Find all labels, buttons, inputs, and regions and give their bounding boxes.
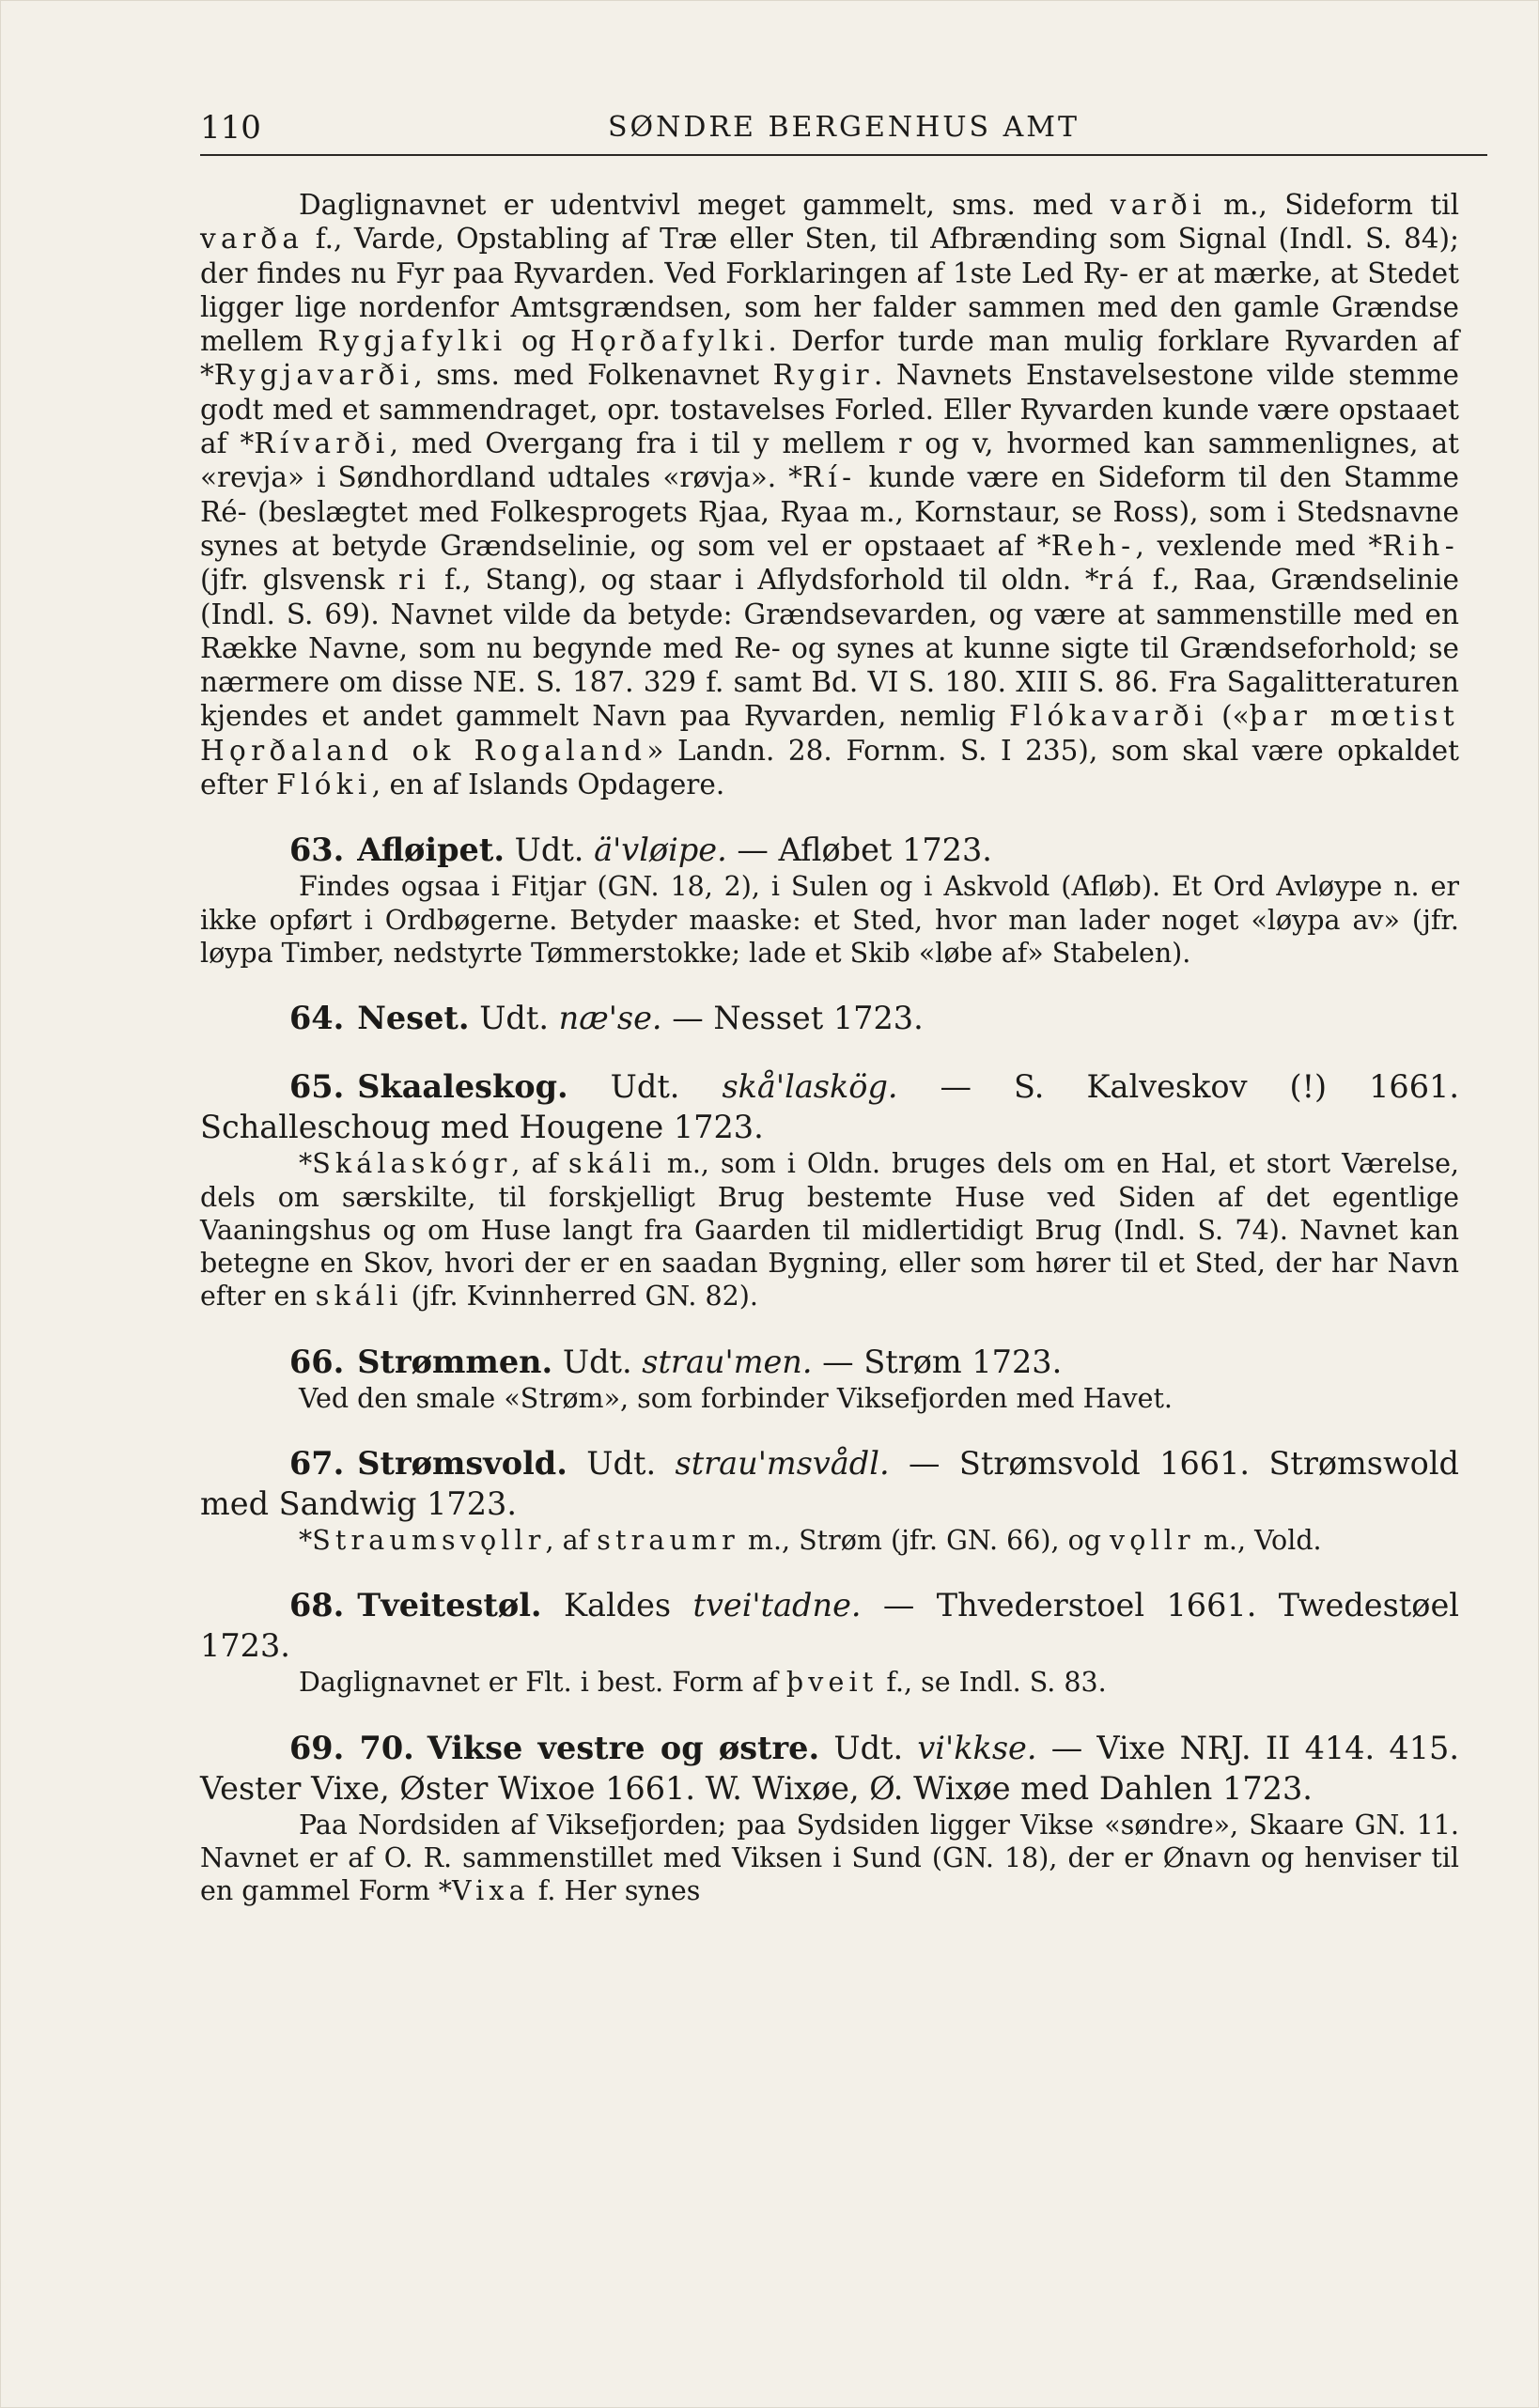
text-run: Udt. — [552, 1343, 643, 1380]
spaced-word: Flóki — [276, 769, 372, 801]
page-header — [200, 105, 1487, 156]
text-run: Paa Nordsiden af Viksefjorden; paa Sydsiden ligger Vikse «søndre», Skaare GN. 11. Navnet er af O. R. sammenstillet med Viksen i Sund (GN. 18), der er Ønavn og henviser til en gammel Form * — [200, 1809, 1459, 1907]
entry-number: 68. — [289, 1587, 345, 1624]
text-run: * — [299, 1525, 313, 1557]
text-run: kunde være en Sideform til den Stamme Ré- (beslægtet med Folkesprogets Rjaa, Ryaa m., Kornstaur, se Ross), som i Stedsnavne synes at betyde Grændselinie, og som vel er opstaaet af * — [200, 461, 1459, 562]
farm-name: Afløipet. — [357, 831, 505, 869]
spaced-word: Straumsvǫllr — [312, 1525, 546, 1557]
farm-entry — [200, 1066, 1459, 1313]
spaced-word: Flókavarði — [1009, 700, 1208, 733]
text-run: f. Her synes — [529, 1875, 701, 1907]
spaced-word: rá — [1098, 564, 1139, 597]
farm-entry — [200, 830, 1459, 970]
spaced-word: Vixa — [451, 1875, 530, 1907]
pronunciation: vi'kkse. — [917, 1729, 1037, 1766]
entry-heading — [200, 830, 1459, 870]
entry-list — [200, 830, 1459, 1907]
spaced-word: Rygjafylki — [318, 325, 507, 358]
text-run: f., se Indl. S. 83. — [878, 1667, 1107, 1699]
text-run: (jfr. glsvensk — [200, 564, 398, 597]
entry-paragraph — [200, 1666, 1459, 1699]
text-run: , af — [545, 1525, 598, 1557]
spaced-word: Rívarði — [254, 427, 390, 460]
text-run: * — [299, 1148, 313, 1180]
text-run: m., Vold. — [1194, 1525, 1322, 1557]
intro-paragraph — [200, 188, 1459, 801]
pronunciation: skå'laskög. — [722, 1068, 898, 1106]
entry-heading — [200, 1585, 1459, 1666]
spaced-word: Rih- — [1382, 529, 1459, 562]
text-run: m., Strøm (jfr. GN. 66), og — [738, 1525, 1111, 1557]
farm-entry — [200, 1342, 1459, 1415]
text-run: — Vixe NRJ. II 414. 415. Vester Vixe, Øster Wixoe 1661. W. Wixøe, Ø. Wixøe med Dahlen 1723. — [200, 1729, 1459, 1807]
farm-name: Strømsvold. — [357, 1445, 567, 1483]
spaced-word: Rygjavarði — [213, 359, 414, 392]
pronunciation: næ'se. — [558, 1000, 662, 1037]
pronunciation: ä'vløipe. — [594, 831, 727, 869]
entry-heading — [200, 998, 1459, 1038]
spaced-word: þar mœtist Hǫrðaland ok Rogaland — [200, 700, 1459, 767]
farm-name: Tveitestøl. — [357, 1587, 542, 1624]
farm-name: Vikse vestre og østre. — [427, 1729, 820, 1766]
spaced-word: ri — [398, 564, 431, 597]
spaced-word: skáli — [315, 1281, 403, 1313]
entry-number: 69. 70. — [289, 1729, 414, 1766]
text-run: — Strømsvold 1661. Strømswold med Sandwig 1723. — [200, 1445, 1459, 1523]
farm-entry — [200, 1443, 1459, 1557]
text-run: — Afløbet 1723. — [726, 831, 992, 869]
spaced-word: Reh- — [1050, 529, 1136, 562]
text-run: — Thvederstoel 1661. Twedestøel 1723. — [200, 1587, 1459, 1665]
spaced-word: straumr — [597, 1525, 739, 1557]
text-run: Findes ogsaa i Fitjar (GN. 18, 2), i Sulen og i Askvold (Afløb). Et Ord Avløype n. er ikke opført i Ordbøgerne. Betyder maaske: et Sted, hvor man lader noget «løypa av» (jfr. løypa Timber, nedstyrte Tømmerstokke; lade et Skib «løbe af» Stabelen). — [200, 871, 1459, 969]
text-run: , af — [511, 1148, 569, 1180]
text-run: Udt. — [819, 1729, 918, 1766]
page-number: 110 — [200, 109, 261, 147]
spaced-word: varði — [1110, 189, 1206, 221]
spaced-word: varða — [200, 223, 304, 256]
text-run: f., Varde, Opstabling af Træ eller Sten, til Afbrænding som Signal (Indl. S. 84); der findes nu Fyr paa Ryvarden. Ved Forklaringen af 1ste Led Ry- er at mærke, at Stedet ligger lige nordenfor Amtsgrændsen, som her falder sammen med den gamle Grændse mellem — [200, 223, 1459, 358]
entry-number: 67. — [289, 1445, 345, 1483]
text-run: Kaldes — [541, 1587, 693, 1624]
spaced-word: Rí- — [801, 461, 857, 494]
entry-number: 66. — [289, 1343, 345, 1380]
text-run: , sms. med Folkenavnet — [413, 359, 773, 392]
entry-heading — [200, 1342, 1459, 1382]
spaced-word: Skálaskógr — [312, 1148, 512, 1180]
text-run: f., Stang), og staar i Aflydsforhold til oldn. * — [430, 564, 1099, 597]
farm-entry — [200, 1728, 1459, 1908]
entry-number: 63. — [289, 831, 345, 869]
text-run: . Derfor turde man mulig forklare Ryvarden af * — [200, 325, 1459, 392]
text-run: — Nesset 1723. — [661, 1000, 924, 1037]
farm-name: Neset. — [357, 1000, 470, 1037]
spaced-word: skáli — [568, 1148, 656, 1180]
entry-paragraph — [200, 1809, 1459, 1908]
text-run: f., Raa, Grændselinie (Indl. S. 69). Navnet vilde da betyde: Grændsevarden, og være at sammenstille med en Række Navne, som nu begynde med Re- og synes at kunne sigte til Grændseforhold; se nærmere om disse NE. S. 187. 329 f. samt Bd. VI S. 180. XIII S. 86. Fra Sagalitteraturen kjendes et andet gammelt Navn paa Ryvarden, nemlig — [200, 564, 1459, 733]
pronunciation: strau'msvådl. — [675, 1445, 890, 1483]
farm-name: Skaaleskog. — [357, 1068, 568, 1106]
text-run: Ved den smale «Strøm», som forbinder Viksefjorden med Havet. — [299, 1382, 1173, 1414]
entry-heading — [200, 1066, 1459, 1147]
text-run: , en af Islands Opdagere. — [371, 769, 725, 801]
text-run: Daglignavnet er udentvivl meget gammelt, sms. med — [299, 189, 1111, 221]
farm-name: Strømmen. — [357, 1343, 553, 1380]
entry-paragraph — [200, 1382, 1459, 1415]
entry-paragraph — [200, 1524, 1459, 1557]
text-run: og — [506, 325, 571, 358]
farm-entry — [200, 1585, 1459, 1699]
entry-number: 65. — [289, 1068, 345, 1106]
entry-number: 64. — [289, 1000, 345, 1037]
text-run: Udt. — [469, 1000, 559, 1037]
spaced-word: þveit — [785, 1667, 878, 1699]
spaced-word: Rygir — [772, 359, 874, 392]
text-run: Udt. — [567, 1068, 723, 1106]
entry-paragraph — [200, 1147, 1459, 1313]
text-run: Daglignavnet er Flt. i best. Form af — [299, 1667, 786, 1699]
running-title: SØNDRE BERGENHUS AMT — [607, 111, 1080, 144]
pronunciation: tvei'tadne. — [692, 1587, 862, 1624]
text-run: (jfr. Kvinnherred GN. 82). — [402, 1281, 758, 1313]
text-run: — Strøm 1723. — [812, 1343, 1063, 1380]
pronunciation: strau'men. — [642, 1343, 813, 1380]
entry-heading — [200, 1728, 1459, 1809]
farm-entry — [200, 998, 1459, 1038]
page-body — [200, 188, 1459, 1908]
text-run: — S. Kalveskov (!) 1661. Schalleschoug med Hougene 1723. — [200, 1068, 1459, 1146]
text-run: » Landn. 28. Fornm. S. I 235), som skal være opkaldet efter — [200, 734, 1459, 801]
text-run: , vexlende med * — [1135, 529, 1383, 562]
text-run: (« — [1207, 700, 1250, 733]
text-run: , med Overgang fra i til y mellem r og v, hvormed kan sammenlignes, at «revja» i Søndhordland udtales «røvja». * — [200, 427, 1459, 494]
entry-heading — [200, 1443, 1459, 1524]
text-run: Udt. — [567, 1445, 676, 1483]
text-run: m., Sideform til — [1205, 189, 1460, 221]
entry-paragraph — [200, 870, 1459, 970]
spaced-word: vǫllr — [1110, 1525, 1195, 1557]
text-run: . Navnets Enstavelsestone vilde stemme godt med et sammendraget, opr. tostavelses Forled. Eller Ryvarden kunde være opstaaet af * — [200, 359, 1460, 460]
spaced-word: Hǫrðafylki — [570, 325, 769, 358]
text-run: Udt. — [505, 831, 595, 869]
text-run: m., som i Oldn. bruges dels om en Hal, et stort Værelse, dels om særskilte, til forskjelligt Brug bestemte Huse ved Siden af det egentlige Vaaningshus og om Huse langt fra Gaarden til midlertidigt Brug (Indl. S. 74). Navnet kan betegne en Skov, hvori der er en saadan Bygning, eller som hører til et Sted, der har Navn efter en — [200, 1148, 1459, 1313]
